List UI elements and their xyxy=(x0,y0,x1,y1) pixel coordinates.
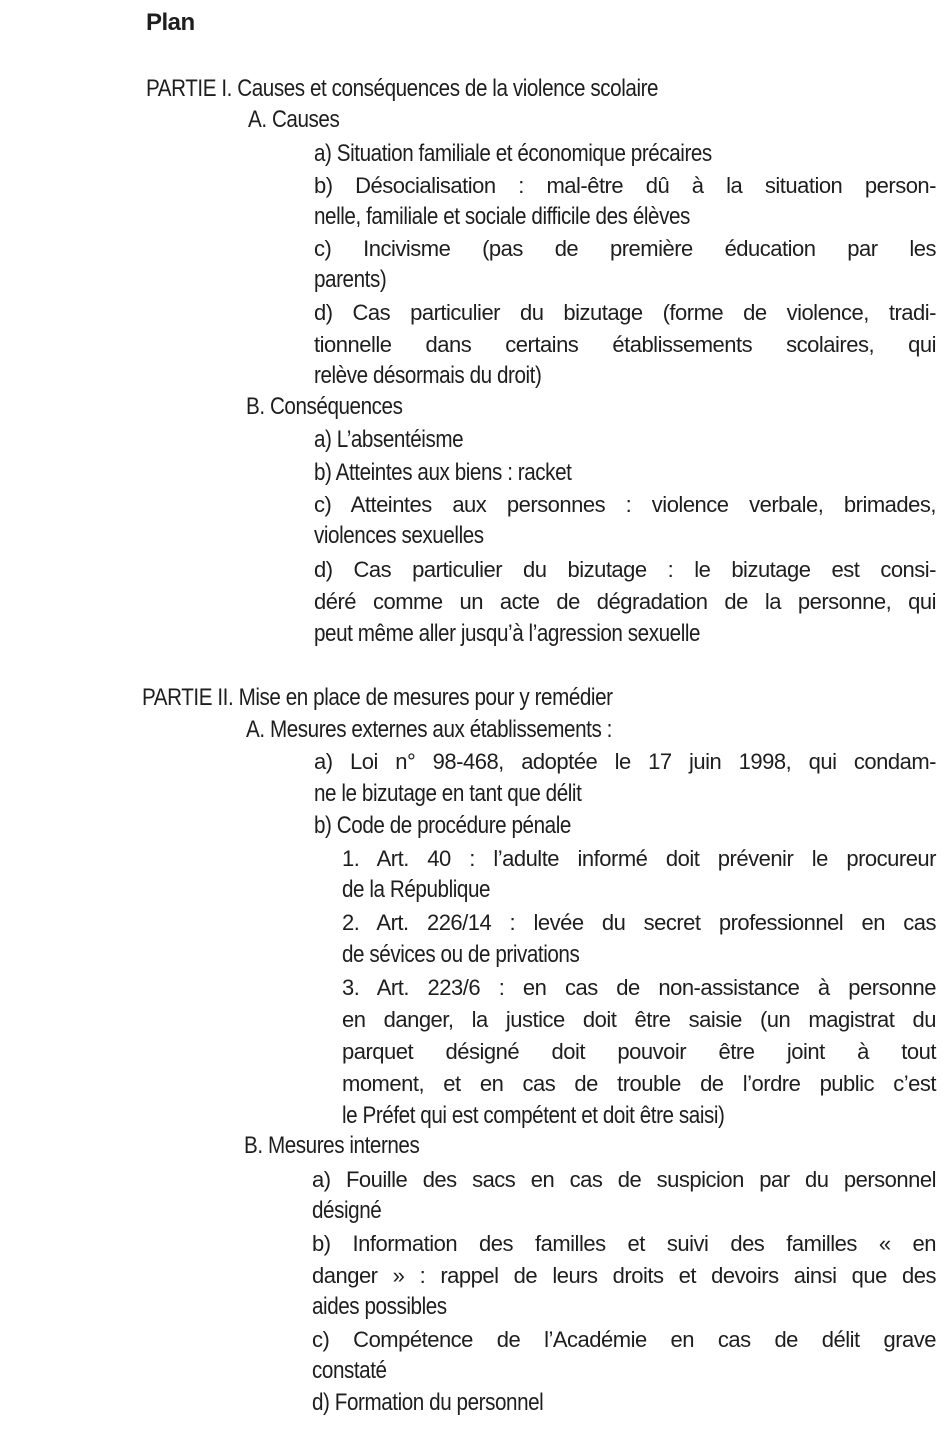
section-heading: A. Causes xyxy=(248,106,340,133)
list-item-line: a) Situation familiale et économique précaires xyxy=(314,140,712,167)
list-item-line: a) Fouille des sacs en cas de suspicion par du personnel xyxy=(312,1167,936,1192)
list-item-line: d) Cas particulier du bizutage : le bizutage est consi- xyxy=(314,557,936,582)
section-heading: B. Mesures internes xyxy=(244,1132,420,1159)
section-heading: A. Mesures externes aux établissements : xyxy=(246,716,612,743)
list-item-line: déré comme un acte de dégradation de la personne, qui xyxy=(314,589,936,614)
list-item-line: c) Compétence de l’Académie en cas de délit grave xyxy=(312,1327,936,1352)
list-item-line: ne le bizutage en tant que délit xyxy=(314,780,582,807)
list-item-line: peut même aller jusqu’à l’agression sexuelle xyxy=(314,620,701,647)
sub-item-line: de la République xyxy=(342,876,491,903)
list-item-line: c) Atteintes aux personnes : violence verbale, brimades, xyxy=(314,492,936,517)
list-item-line: d) Cas particulier du bizutage (forme de violence, tradi- xyxy=(314,300,936,325)
sub-item-line: moment, et en cas de trouble de l’ordre public c’est xyxy=(342,1071,936,1096)
list-item-line: b) Atteintes aux biens : racket xyxy=(314,459,572,486)
sub-item-line: 2. Art. 226/14 : levée du secret professionnel en cas xyxy=(342,910,936,935)
part-heading: PARTIE II. Mise en place de mesures pour y remédier xyxy=(142,684,613,711)
sub-item-line: de sévices ou de privations xyxy=(342,941,580,968)
section-heading: B. Conséquences xyxy=(246,393,403,420)
page-title: Plan xyxy=(146,9,195,36)
list-item-line: d) Formation du personnel xyxy=(312,1389,544,1416)
list-item-line: c) Incivisme (pas de première éducation par les xyxy=(314,236,936,261)
sub-item-line: en danger, la justice doit être saisie (un magistrat du xyxy=(342,1007,936,1032)
list-item-line: danger » : rappel de leurs droits et devoirs ainsi que des xyxy=(312,1263,936,1288)
sub-item-line: 1. Art. 40 : l’adulte informé doit prévenir le procureur xyxy=(342,846,936,871)
part-heading: PARTIE I. Causes et conséquences de la violence scolaire xyxy=(146,75,659,102)
list-item-line: tionnelle dans certains établissements scolaires, qui xyxy=(314,332,936,357)
list-item-line: violences sexuelles xyxy=(314,522,484,549)
list-item-line: b) Information des familles et suivi des familles « en xyxy=(312,1231,936,1256)
sub-item-line: 3. Art. 223/6 : en cas de non-assistance à personne xyxy=(342,975,936,1000)
list-item-line: relève désormais du droit) xyxy=(314,362,542,389)
list-item-line: désigné xyxy=(312,1197,382,1224)
list-item-line: aides possibles xyxy=(312,1293,447,1320)
list-item-line: constaté xyxy=(312,1357,387,1384)
list-item-line: a) Loi n° 98-468, adoptée le 17 juin 1998, qui condam- xyxy=(314,749,936,774)
sub-item-line: le Préfet qui est compétent et doit être saisi) xyxy=(342,1102,725,1129)
list-item-line: nelle, familiale et sociale difficile des élèves xyxy=(314,203,690,230)
sub-item-line: parquet désigné doit pouvoir être joint à tout xyxy=(342,1039,936,1064)
list-item-line: a) L’absentéisme xyxy=(314,426,464,453)
list-item-line: parents) xyxy=(314,266,387,293)
list-item-line: b) Code de procédure pénale xyxy=(314,812,571,839)
list-item-line: b) Désocialisation : mal-être dû à la situation person- xyxy=(314,173,936,198)
